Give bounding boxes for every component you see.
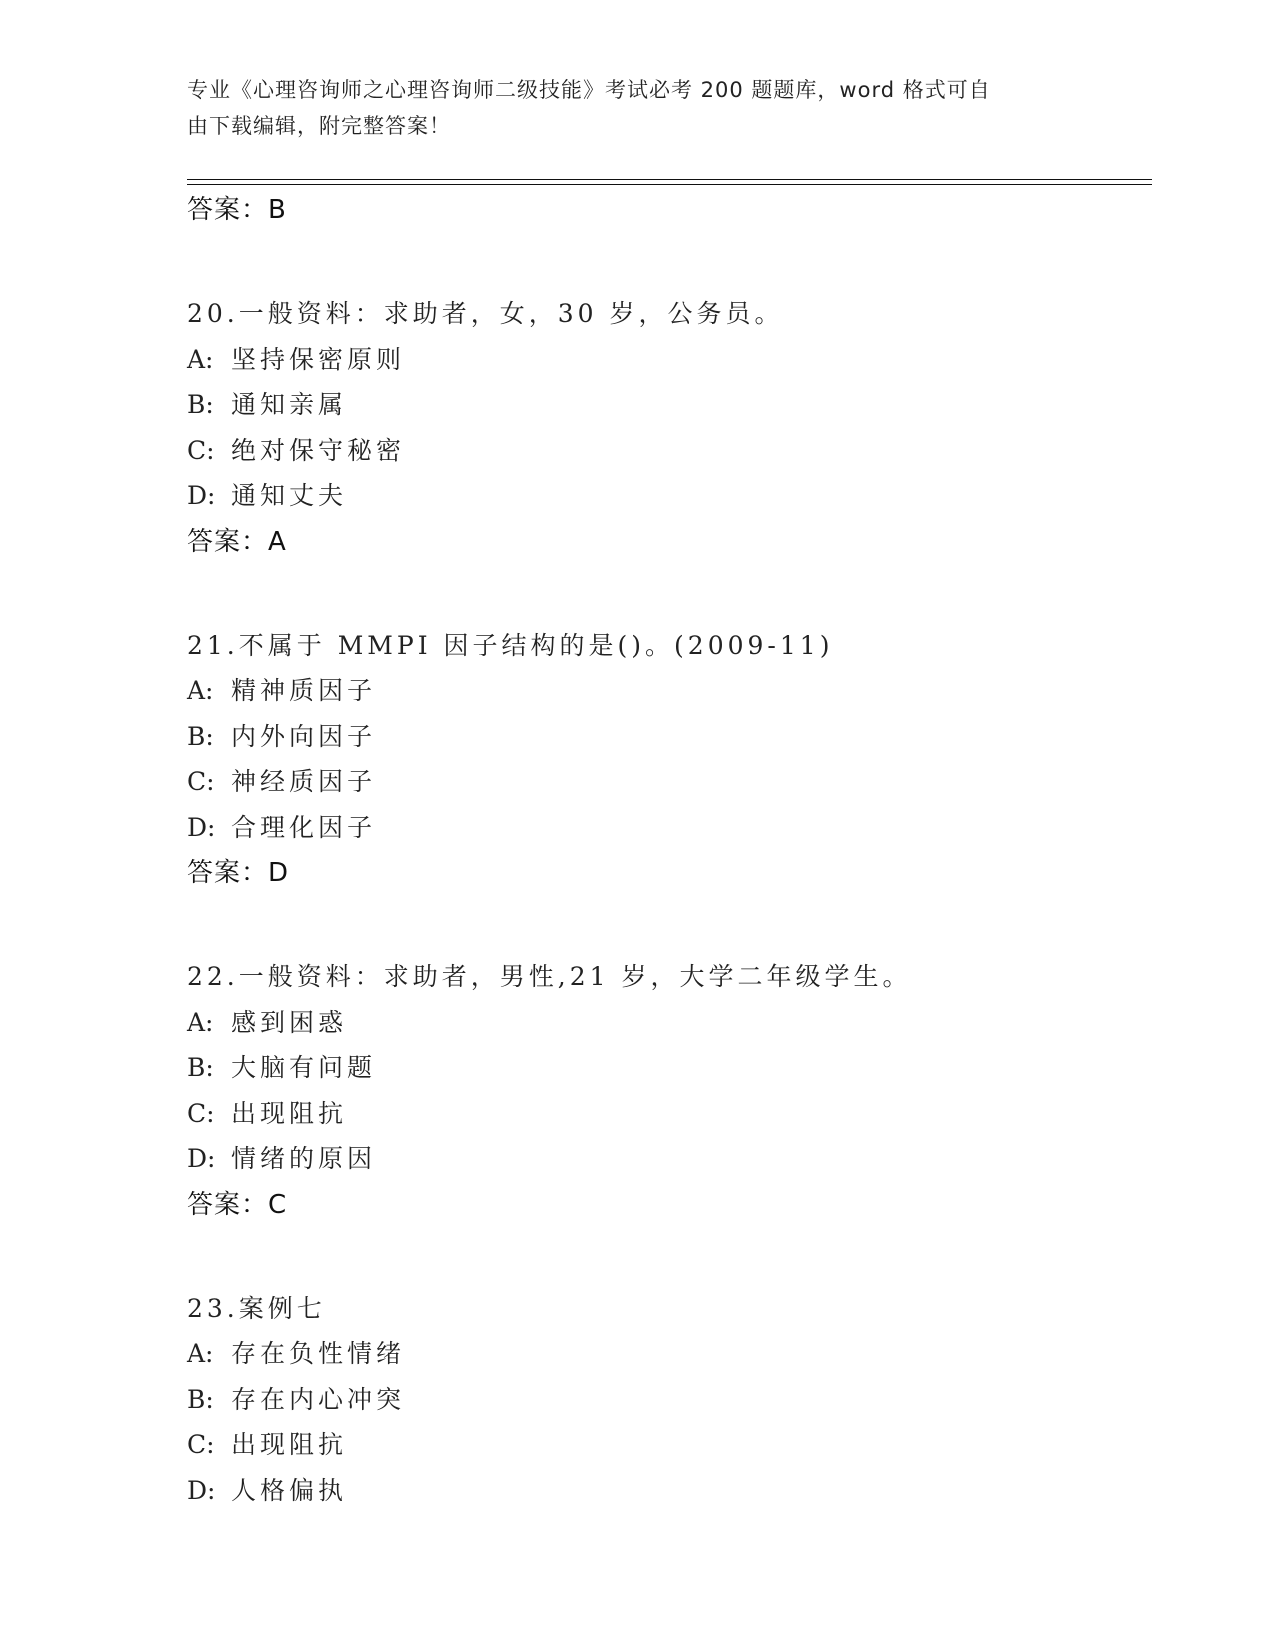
question-title: 23.案例七 bbox=[187, 1293, 326, 1323]
option-a bbox=[187, 1331, 1147, 1377]
option-d bbox=[187, 1136, 1147, 1182]
header-rule-bottom bbox=[187, 184, 1152, 185]
answer-line: 答案：D bbox=[187, 858, 290, 888]
document-header bbox=[187, 72, 1067, 144]
option-d bbox=[187, 805, 1147, 851]
question-item bbox=[187, 1286, 1147, 1514]
question-title: 21.不属于 MMPI 因子结构的是()。(2009-11) bbox=[187, 630, 834, 660]
option-text: 绝对保守秘密 bbox=[231, 435, 406, 465]
header-rule-top bbox=[187, 179, 1152, 180]
option-c bbox=[187, 759, 1147, 805]
option-b bbox=[187, 382, 1147, 428]
option-text: 大脑有问题 bbox=[231, 1053, 377, 1082]
option-d bbox=[187, 1468, 1147, 1514]
question-title: 22.一般资料：求助者，男性,21 岁，大学二年级学生。 bbox=[187, 962, 912, 991]
question-list bbox=[187, 187, 1147, 1513]
answer-line: 答案：A bbox=[187, 526, 287, 557]
option-text: 通知丈夫 bbox=[231, 481, 348, 510]
option-c bbox=[187, 1091, 1147, 1137]
option-key: A: bbox=[187, 1339, 214, 1368]
option-b bbox=[187, 1045, 1147, 1091]
option-key: B: bbox=[187, 390, 214, 419]
option-key: C: bbox=[187, 767, 215, 796]
option-b bbox=[187, 714, 1147, 760]
option-key: C: bbox=[187, 1430, 215, 1459]
option-key: B: bbox=[187, 721, 214, 751]
option-key: C: bbox=[187, 1098, 215, 1128]
option-text: 感到困惑 bbox=[231, 1007, 348, 1037]
option-text: 通知亲属 bbox=[231, 390, 348, 419]
option-text: 存在负性情绪 bbox=[231, 1339, 406, 1368]
option-a bbox=[187, 337, 1147, 383]
option-text: 情绪的原因 bbox=[231, 1144, 377, 1173]
option-text: 坚持保密原则 bbox=[231, 344, 406, 374]
question-item bbox=[187, 291, 1147, 565]
option-c bbox=[187, 428, 1147, 474]
header-line-2: 由下载编辑，附完整答案！ bbox=[187, 114, 451, 138]
option-key: B: bbox=[187, 1053, 214, 1082]
option-key: A: bbox=[187, 676, 214, 705]
option-text: 人格偏执 bbox=[231, 1475, 348, 1505]
option-b bbox=[187, 1377, 1147, 1423]
option-key: D: bbox=[187, 1475, 216, 1505]
header-line-1: 专业《心理咨询师之心理咨询师二级技能》考试必考 200 题题库，word 格式可自 bbox=[187, 78, 991, 102]
question-item bbox=[187, 623, 1147, 897]
option-key: D: bbox=[187, 1144, 216, 1173]
answer-line: 答案：C bbox=[187, 1189, 288, 1220]
question-title: 20.一般资料：求助者，女，30 岁，公务员。 bbox=[187, 299, 784, 328]
option-text: 出现阻抗 bbox=[231, 1430, 348, 1459]
option-a bbox=[187, 1000, 1147, 1046]
option-key: A: bbox=[187, 344, 214, 374]
option-key: D: bbox=[187, 812, 216, 842]
option-text: 出现阻抗 bbox=[231, 1098, 348, 1128]
option-text: 精神质因子 bbox=[231, 676, 377, 705]
option-text: 存在内心冲突 bbox=[231, 1384, 406, 1414]
option-key: A: bbox=[187, 1007, 214, 1037]
option-text: 合理化因子 bbox=[231, 812, 377, 842]
option-text: 神经质因子 bbox=[231, 767, 377, 796]
option-a bbox=[187, 668, 1147, 714]
option-c bbox=[187, 1422, 1147, 1468]
option-key: C: bbox=[187, 435, 215, 465]
option-d bbox=[187, 473, 1147, 519]
answer-line: 答案：B bbox=[187, 195, 287, 225]
question-item bbox=[187, 954, 1147, 1228]
option-key: D: bbox=[187, 481, 216, 510]
option-key: B: bbox=[187, 1384, 214, 1414]
option-text: 内外向因子 bbox=[231, 721, 377, 751]
